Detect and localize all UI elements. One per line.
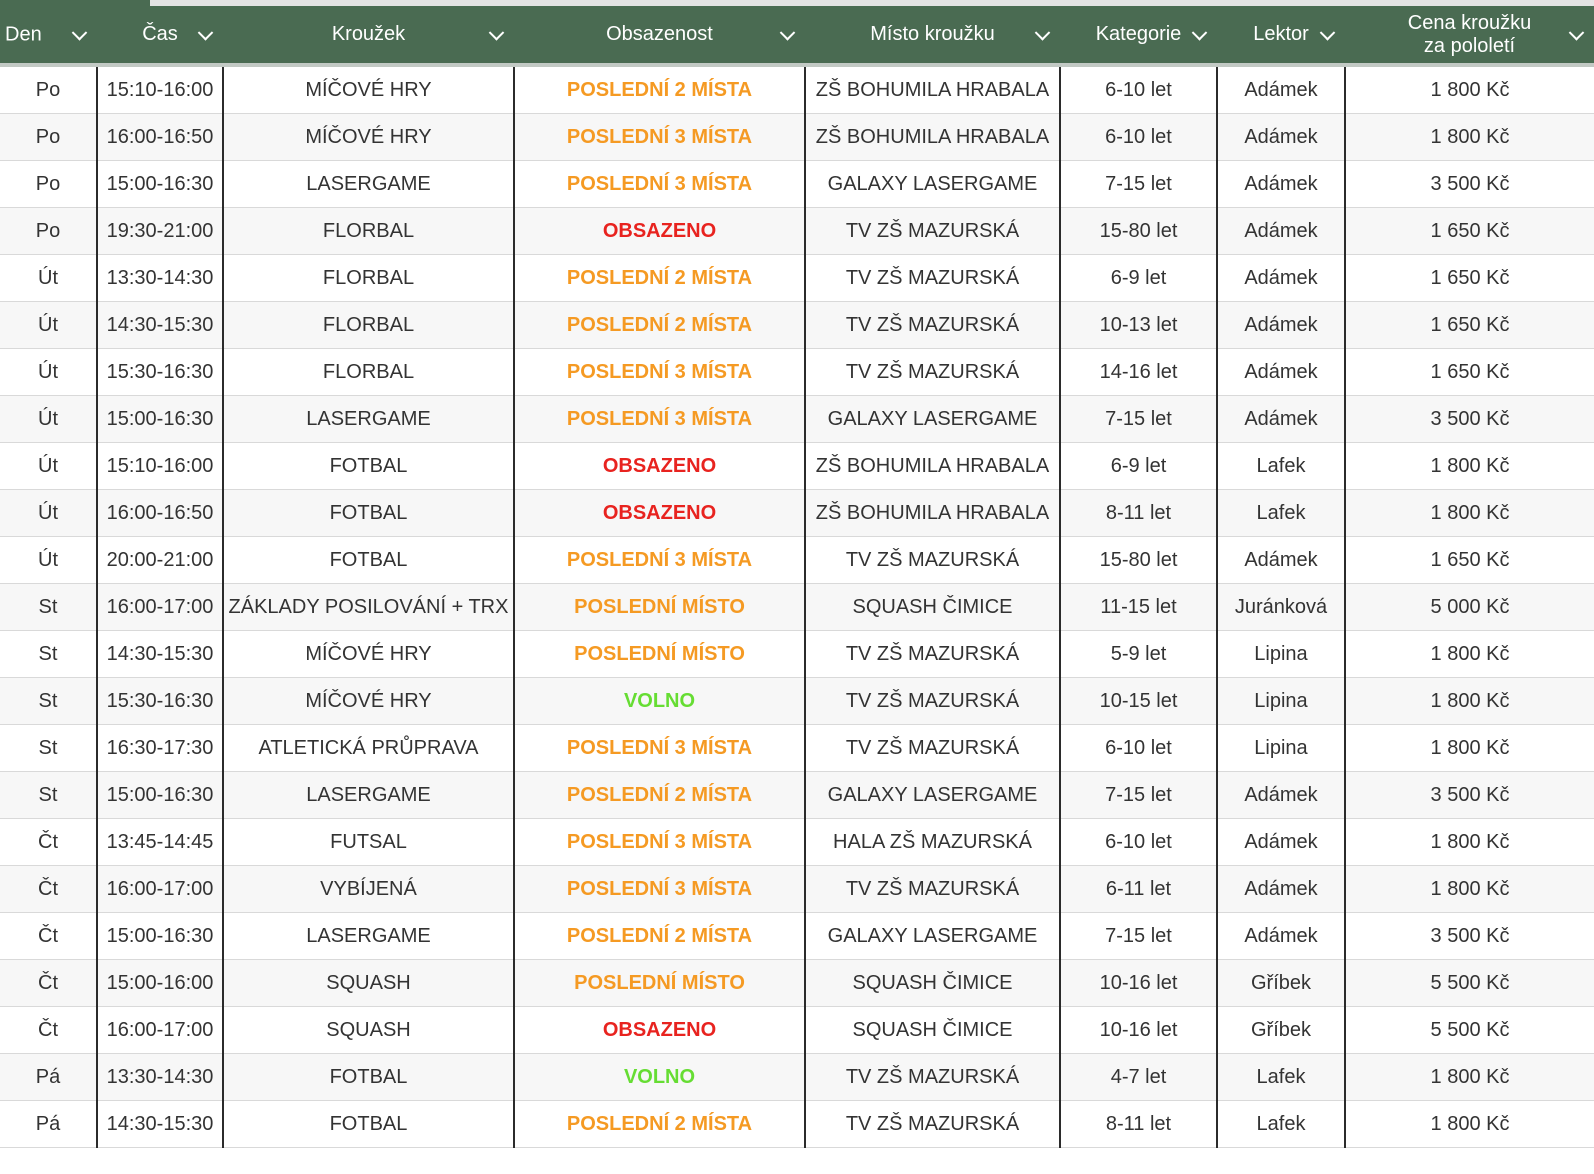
cell-krouzek: FOTBAL	[223, 443, 514, 490]
table-row	[0, 114, 1594, 161]
column-header-label: Čas	[142, 23, 178, 45]
cell-obsazenost: OBSAZENO	[514, 443, 805, 490]
cell-misto: TV ZŠ MAZURSKÁ	[805, 866, 1060, 913]
cell-obsazenost: POSLEDNÍ 3 MÍSTA	[514, 396, 805, 443]
cell-krouzek: FOTBAL	[223, 490, 514, 537]
cell-kategorie: 6-10 let	[1060, 65, 1217, 114]
cell-misto: ZŠ BOHUMILA HRABALA	[805, 114, 1060, 161]
cell-krouzek: MÍČOVÉ HRY	[223, 65, 514, 114]
cell-lektor: Lipina	[1217, 631, 1345, 678]
cell-kategorie: 7-15 let	[1060, 161, 1217, 208]
table-row	[0, 960, 1594, 1007]
cell-kategorie: 7-15 let	[1060, 396, 1217, 443]
cell-lektor: Adámek	[1217, 65, 1345, 114]
cell-lektor: Gříbek	[1217, 1007, 1345, 1054]
cell-krouzek: LASERGAME	[223, 161, 514, 208]
column-header-cena[interactable]	[1345, 6, 1594, 65]
cell-cena: 3 500 Kč	[1345, 772, 1594, 819]
cell-kategorie: 6-10 let	[1060, 114, 1217, 161]
cell-den: Čt	[0, 866, 97, 913]
cell-misto: TV ZŠ MAZURSKÁ	[805, 631, 1060, 678]
cell-obsazenost: VOLNO	[514, 678, 805, 725]
cell-cas: 13:45-14:45	[97, 819, 223, 866]
table-row	[0, 866, 1594, 913]
cell-cas: 20:00-21:00	[97, 537, 223, 584]
cell-krouzek: FLORBAL	[223, 255, 514, 302]
table-row	[0, 349, 1594, 396]
cell-krouzek: FOTBAL	[223, 537, 514, 584]
column-header-label: Den	[5, 23, 42, 45]
cell-lektor: Adámek	[1217, 302, 1345, 349]
cell-krouzek: MÍČOVÉ HRY	[223, 114, 514, 161]
chevron-down-icon[interactable]	[72, 25, 88, 41]
cell-lektor: Adámek	[1217, 349, 1345, 396]
cell-cas: 15:00-16:30	[97, 772, 223, 819]
cell-cas: 15:10-16:00	[97, 65, 223, 114]
chevron-down-icon[interactable]	[1192, 25, 1208, 41]
cell-krouzek: FOTBAL	[223, 1054, 514, 1101]
cell-lektor: Gříbek	[1217, 960, 1345, 1007]
table-row	[0, 1101, 1594, 1148]
table-row	[0, 584, 1594, 631]
cell-den: Pá	[0, 1054, 97, 1101]
cell-lektor: Adámek	[1217, 866, 1345, 913]
cell-krouzek: FLORBAL	[223, 208, 514, 255]
cell-den: Út	[0, 349, 97, 396]
cell-obsazenost: POSLEDNÍ 2 MÍSTA	[514, 913, 805, 960]
cell-obsazenost: OBSAZENO	[514, 1007, 805, 1054]
cell-cas: 14:30-15:30	[97, 631, 223, 678]
cell-krouzek: LASERGAME	[223, 396, 514, 443]
cell-cas: 15:00-16:30	[97, 913, 223, 960]
cell-lektor: Adámek	[1217, 396, 1345, 443]
cell-kategorie: 10-15 let	[1060, 678, 1217, 725]
cell-den: Út	[0, 490, 97, 537]
cell-misto: TV ZŠ MAZURSKÁ	[805, 725, 1060, 772]
cell-den: St	[0, 584, 97, 631]
column-header-label: Místo kroužku	[870, 23, 995, 45]
cell-cas: 13:30-14:30	[97, 255, 223, 302]
schedule-table	[0, 6, 1594, 1148]
cell-misto: SQUASH ČIMICE	[805, 960, 1060, 1007]
cell-lektor: Adámek	[1217, 161, 1345, 208]
table-row	[0, 819, 1594, 866]
cell-misto: GALAXY LASERGAME	[805, 913, 1060, 960]
table-row	[0, 490, 1594, 537]
cell-kategorie: 11-15 let	[1060, 584, 1217, 631]
cell-cas: 16:00-16:50	[97, 490, 223, 537]
cell-krouzek: FUTSAL	[223, 819, 514, 866]
cell-den: Po	[0, 114, 97, 161]
cell-misto: SQUASH ČIMICE	[805, 584, 1060, 631]
cell-obsazenost: POSLEDNÍ MÍSTO	[514, 631, 805, 678]
cell-cena: 1 800 Kč	[1345, 819, 1594, 866]
cell-krouzek: MÍČOVÉ HRY	[223, 631, 514, 678]
cell-cas: 19:30-21:00	[97, 208, 223, 255]
cell-lektor: Lafek	[1217, 443, 1345, 490]
cell-den: Pá	[0, 1101, 97, 1148]
column-header-kategorie[interactable]	[1060, 6, 1217, 65]
table-row	[0, 1007, 1594, 1054]
column-header-obsazenost[interactable]	[514, 6, 805, 65]
cell-cas: 13:30-14:30	[97, 1054, 223, 1101]
cell-kategorie: 14-16 let	[1060, 349, 1217, 396]
cell-den: Po	[0, 208, 97, 255]
chevron-down-icon[interactable]	[489, 25, 505, 41]
cell-misto: SQUASH ČIMICE	[805, 1007, 1060, 1054]
cell-cena: 1 800 Kč	[1345, 1054, 1594, 1101]
chevron-down-icon[interactable]	[1569, 25, 1585, 41]
chevron-down-icon[interactable]	[1320, 25, 1336, 41]
table-row	[0, 678, 1594, 725]
cell-den: Čt	[0, 1007, 97, 1054]
cell-cas: 15:30-16:30	[97, 678, 223, 725]
cell-den: St	[0, 725, 97, 772]
cell-lektor: Adámek	[1217, 255, 1345, 302]
cell-cas: 16:00-17:00	[97, 866, 223, 913]
cell-kategorie: 6-11 let	[1060, 866, 1217, 913]
cell-kategorie: 6-9 let	[1060, 443, 1217, 490]
cell-obsazenost: POSLEDNÍ 2 MÍSTA	[514, 302, 805, 349]
cell-kategorie: 4-7 let	[1060, 1054, 1217, 1101]
cell-kategorie: 15-80 let	[1060, 537, 1217, 584]
cell-misto: TV ZŠ MAZURSKÁ	[805, 678, 1060, 725]
cell-cena: 3 500 Kč	[1345, 913, 1594, 960]
cell-misto: TV ZŠ MAZURSKÁ	[805, 302, 1060, 349]
cell-cena: 1 650 Kč	[1345, 537, 1594, 584]
column-header-den[interactable]	[0, 6, 97, 65]
cell-misto: ZŠ BOHUMILA HRABALA	[805, 65, 1060, 114]
cell-kategorie: 5-9 let	[1060, 631, 1217, 678]
table-row	[0, 537, 1594, 584]
cell-obsazenost: POSLEDNÍ 3 MÍSTA	[514, 349, 805, 396]
cell-misto: GALAXY LASERGAME	[805, 396, 1060, 443]
table-header-row	[0, 6, 1594, 65]
cell-cena: 1 800 Kč	[1345, 443, 1594, 490]
cell-den: Po	[0, 65, 97, 114]
cell-lektor: Adámek	[1217, 208, 1345, 255]
cell-cena: 1 800 Kč	[1345, 631, 1594, 678]
cell-cena: 1 650 Kč	[1345, 255, 1594, 302]
cell-lektor: Adámek	[1217, 913, 1345, 960]
cell-misto: GALAXY LASERGAME	[805, 772, 1060, 819]
table-row	[0, 443, 1594, 490]
table-row	[0, 208, 1594, 255]
cell-den: Čt	[0, 819, 97, 866]
cell-cena: 1 800 Kč	[1345, 725, 1594, 772]
cell-obsazenost: POSLEDNÍ 3 MÍSTA	[514, 725, 805, 772]
cell-lektor: Lipina	[1217, 678, 1345, 725]
column-header-misto[interactable]	[805, 6, 1060, 65]
cell-cena: 3 500 Kč	[1345, 396, 1594, 443]
table-row	[0, 913, 1594, 960]
cell-cas: 15:00-16:00	[97, 960, 223, 1007]
cell-cena: 1 800 Kč	[1345, 1101, 1594, 1148]
table-row	[0, 1054, 1594, 1101]
cell-obsazenost: VOLNO	[514, 1054, 805, 1101]
column-header-cas[interactable]	[97, 6, 223, 65]
cell-den: Út	[0, 396, 97, 443]
table-row	[0, 631, 1594, 678]
column-header-label: Kategorie	[1095, 23, 1182, 45]
cell-misto: TV ZŠ MAZURSKÁ	[805, 349, 1060, 396]
cell-obsazenost: POSLEDNÍ 3 MÍSTA	[514, 866, 805, 913]
cell-kategorie: 8-11 let	[1060, 1101, 1217, 1148]
chevron-down-icon[interactable]	[780, 25, 796, 41]
cell-kategorie: 7-15 let	[1060, 772, 1217, 819]
cell-kategorie: 10-16 let	[1060, 1007, 1217, 1054]
cell-kategorie: 8-11 let	[1060, 490, 1217, 537]
cell-kategorie: 6-10 let	[1060, 725, 1217, 772]
cell-cena: 3 500 Kč	[1345, 161, 1594, 208]
cell-cas: 15:00-16:30	[97, 161, 223, 208]
cell-krouzek: MÍČOVÉ HRY	[223, 678, 514, 725]
cell-cas: 15:00-16:30	[97, 396, 223, 443]
cell-krouzek: FLORBAL	[223, 302, 514, 349]
cell-obsazenost: POSLEDNÍ 2 MÍSTA	[514, 255, 805, 302]
table-row	[0, 65, 1594, 114]
cell-den: Čt	[0, 913, 97, 960]
cell-cena: 5 500 Kč	[1345, 960, 1594, 1007]
cell-cas: 16:00-17:00	[97, 584, 223, 631]
cell-kategorie: 10-16 let	[1060, 960, 1217, 1007]
cell-lektor: Lipina	[1217, 725, 1345, 772]
cell-krouzek: ATLETICKÁ PRŮPRAVA	[223, 725, 514, 772]
cell-krouzek: SQUASH	[223, 960, 514, 1007]
cell-cena: 5 500 Kč	[1345, 1007, 1594, 1054]
cell-misto: ZŠ BOHUMILA HRABALA	[805, 490, 1060, 537]
cell-krouzek: SQUASH	[223, 1007, 514, 1054]
cell-misto: TV ZŠ MAZURSKÁ	[805, 1054, 1060, 1101]
cell-krouzek: LASERGAME	[223, 772, 514, 819]
cell-lektor: Juránková	[1217, 584, 1345, 631]
cell-lektor: Lafek	[1217, 1101, 1345, 1148]
cell-kategorie: 7-15 let	[1060, 913, 1217, 960]
cell-krouzek: FOTBAL	[223, 1101, 514, 1148]
cell-obsazenost: POSLEDNÍ 3 MÍSTA	[514, 819, 805, 866]
cell-cas: 16:30-17:30	[97, 725, 223, 772]
cell-cas: 14:30-15:30	[97, 302, 223, 349]
cell-cas: 16:00-17:00	[97, 1007, 223, 1054]
cell-kategorie: 10-13 let	[1060, 302, 1217, 349]
cell-lektor: Lafek	[1217, 1054, 1345, 1101]
table-row	[0, 725, 1594, 772]
cell-lektor: Lafek	[1217, 490, 1345, 537]
cell-den: St	[0, 772, 97, 819]
cell-cas: 15:10-16:00	[97, 443, 223, 490]
cell-obsazenost: POSLEDNÍ MÍSTO	[514, 584, 805, 631]
cell-lektor: Adámek	[1217, 772, 1345, 819]
cell-obsazenost: POSLEDNÍ 2 MÍSTA	[514, 65, 805, 114]
cell-krouzek: VYBÍJENÁ	[223, 866, 514, 913]
table-row	[0, 396, 1594, 443]
cell-den: Po	[0, 161, 97, 208]
table-row	[0, 161, 1594, 208]
cell-den: Út	[0, 302, 97, 349]
cell-krouzek: ZÁKLADY POSILOVÁNÍ + TRX	[223, 584, 514, 631]
cell-misto: ZŠ BOHUMILA HRABALA	[805, 443, 1060, 490]
cell-cena: 1 800 Kč	[1345, 678, 1594, 725]
cell-obsazenost: OBSAZENO	[514, 490, 805, 537]
cell-cena: 1 800 Kč	[1345, 65, 1594, 114]
chevron-down-icon[interactable]	[1035, 25, 1051, 41]
cell-cena: 1 650 Kč	[1345, 349, 1594, 396]
cell-cena: 1 800 Kč	[1345, 114, 1594, 161]
cell-lektor: Adámek	[1217, 537, 1345, 584]
column-header-label: Lektor	[1253, 23, 1309, 45]
table-row	[0, 302, 1594, 349]
cell-obsazenost: POSLEDNÍ 3 MÍSTA	[514, 161, 805, 208]
cell-den: Út	[0, 255, 97, 302]
cell-den: Čt	[0, 960, 97, 1007]
cell-misto: TV ZŠ MAZURSKÁ	[805, 537, 1060, 584]
table-row	[0, 772, 1594, 819]
cell-krouzek: FLORBAL	[223, 349, 514, 396]
cell-den: Út	[0, 537, 97, 584]
cell-obsazenost: POSLEDNÍ 2 MÍSTA	[514, 1101, 805, 1148]
chevron-down-icon[interactable]	[198, 25, 214, 41]
column-header-lektor[interactable]	[1217, 6, 1345, 65]
cell-misto: TV ZŠ MAZURSKÁ	[805, 255, 1060, 302]
cell-cena: 5 000 Kč	[1345, 584, 1594, 631]
cell-misto: GALAXY LASERGAME	[805, 161, 1060, 208]
cell-den: St	[0, 678, 97, 725]
cell-misto: TV ZŠ MAZURSKÁ	[805, 208, 1060, 255]
column-header-label: Kroužek	[331, 23, 406, 45]
cell-cena: 1 800 Kč	[1345, 866, 1594, 913]
cell-obsazenost: POSLEDNÍ 3 MÍSTA	[514, 537, 805, 584]
cell-obsazenost: POSLEDNÍ 2 MÍSTA	[514, 772, 805, 819]
cell-cena: 1 650 Kč	[1345, 208, 1594, 255]
cell-obsazenost: POSLEDNÍ MÍSTO	[514, 960, 805, 1007]
column-header-label: Obsazenost	[606, 23, 713, 45]
cell-obsazenost: POSLEDNÍ 3 MÍSTA	[514, 114, 805, 161]
cell-den: St	[0, 631, 97, 678]
cell-cas: 14:30-15:30	[97, 1101, 223, 1148]
cell-cas: 15:30-16:30	[97, 349, 223, 396]
cell-lektor: Adámek	[1217, 819, 1345, 866]
cell-cas: 16:00-16:50	[97, 114, 223, 161]
cell-kategorie: 6-10 let	[1060, 819, 1217, 866]
cell-den: Út	[0, 443, 97, 490]
cell-obsazenost: OBSAZENO	[514, 208, 805, 255]
cell-kategorie: 6-9 let	[1060, 255, 1217, 302]
cell-misto: TV ZŠ MAZURSKÁ	[805, 1101, 1060, 1148]
cell-cena: 1 650 Kč	[1345, 302, 1594, 349]
table-row	[0, 255, 1594, 302]
cell-cena: 1 800 Kč	[1345, 490, 1594, 537]
cell-misto: HALA ZŠ MAZURSKÁ	[805, 819, 1060, 866]
column-header-label: Cena kroužku za pololetí	[1407, 11, 1532, 57]
cell-kategorie: 15-80 let	[1060, 208, 1217, 255]
cell-krouzek: LASERGAME	[223, 913, 514, 960]
column-header-krouzek[interactable]	[223, 6, 514, 65]
cell-lektor: Adámek	[1217, 114, 1345, 161]
